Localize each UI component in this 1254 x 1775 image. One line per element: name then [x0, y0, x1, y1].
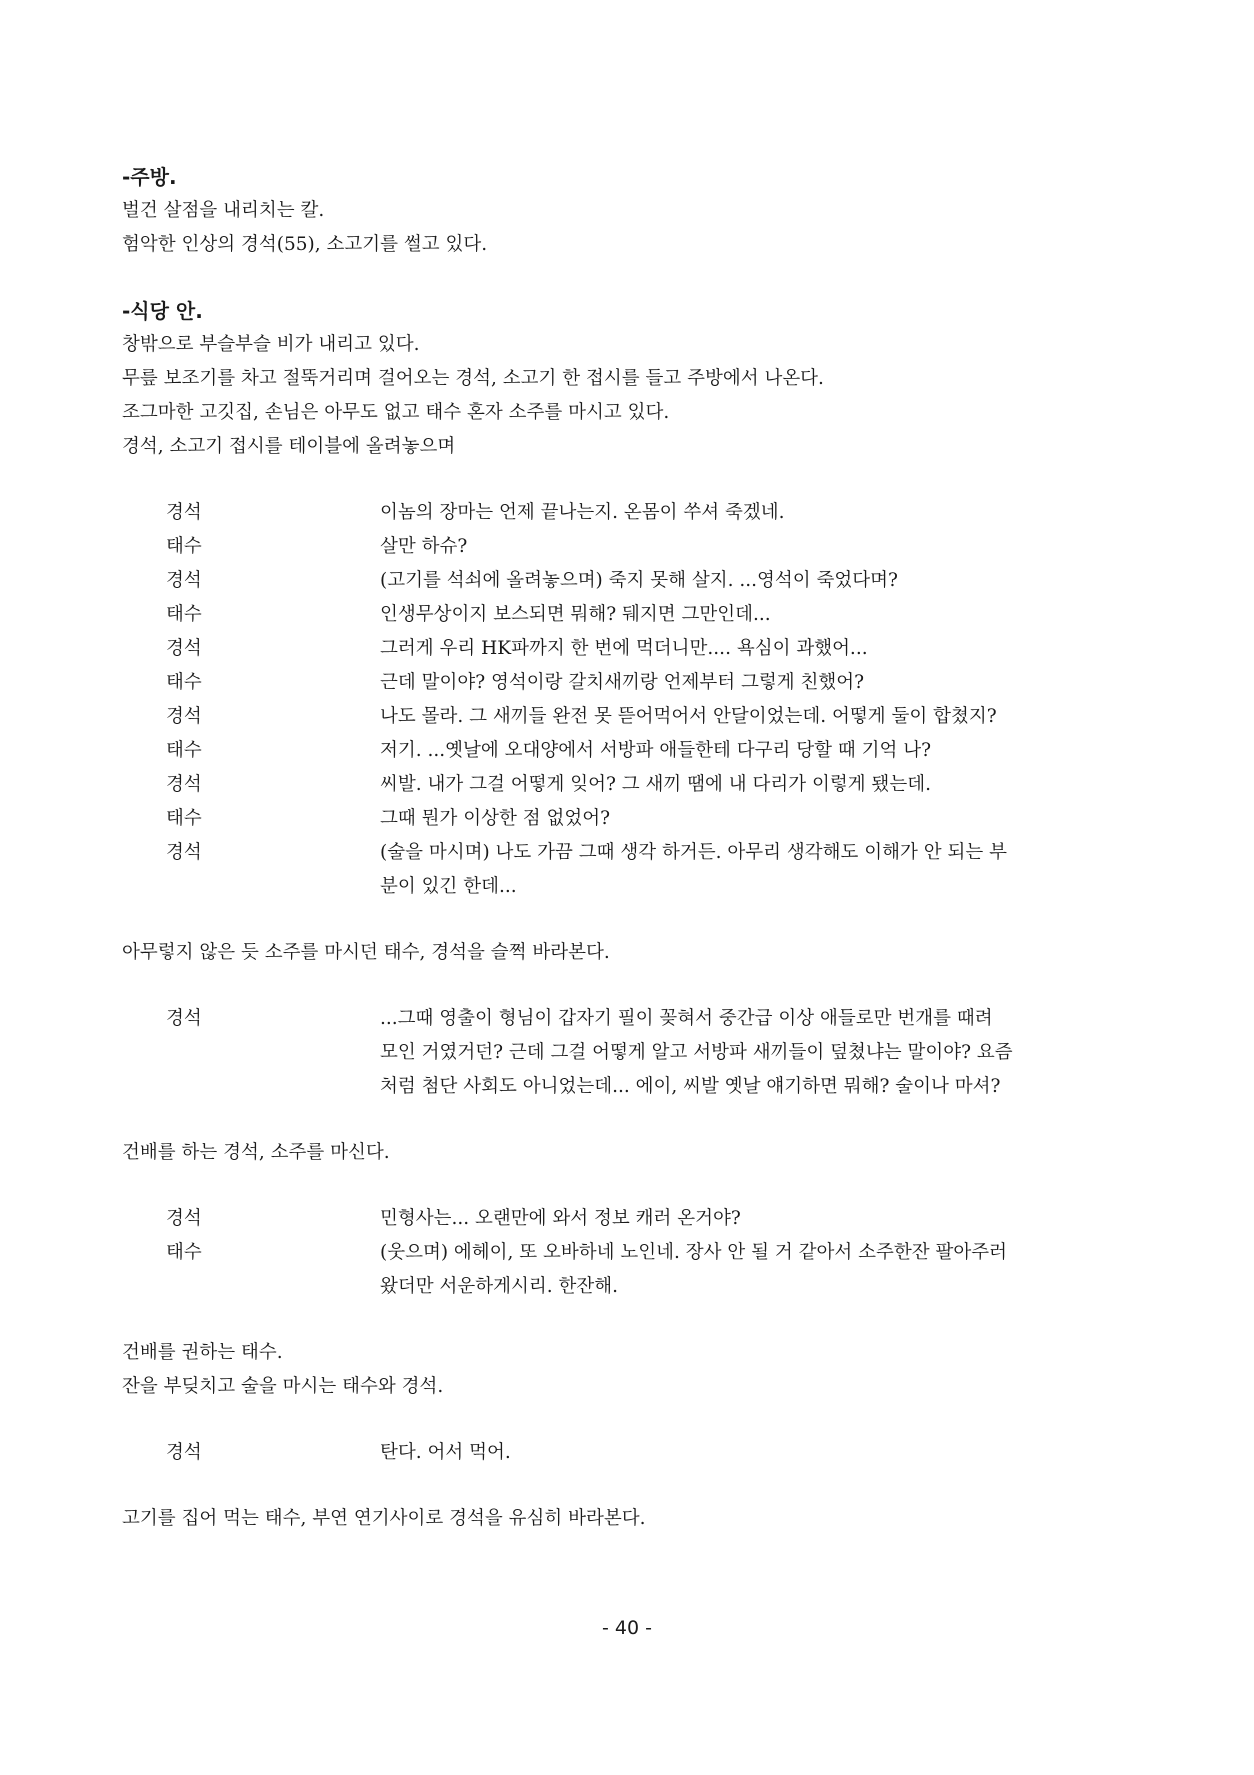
script-page — [122, 160, 1142, 1568]
dialogue-line — [122, 1436, 1142, 1470]
speaker-name: 태수 — [166, 536, 202, 557]
speech-text: ...그때 영출이 형님이 갑자기 필이 꽂혀서 중간급 이상 애들로만 번개를 때려 — [380, 1008, 993, 1029]
page-number: - 40 - — [602, 1617, 652, 1639]
action-line: 벌건 살점을 내리치는 칼. — [122, 200, 325, 221]
speech-text: 탄다. 어서 먹어. — [380, 1442, 511, 1463]
scene-heading: -식당 안. — [122, 299, 203, 323]
scene-kitchen — [122, 160, 1142, 262]
speaker-name — [122, 1270, 380, 1304]
speech-text: 이놈의 장마는 언제 끝나는지. 온몸이 쑤셔 죽겠네. — [380, 502, 785, 523]
speaker-name: 태수 — [166, 740, 202, 761]
speech-text: 씨발. 내가 그걸 어떻게 잊어? 그 새끼 땜에 내 다리가 이렇게 됐는데. — [380, 774, 932, 795]
dialogue-line — [122, 1036, 1142, 1070]
speaker-name: 태수 — [166, 604, 202, 625]
dialogue-block-3 — [122, 1202, 1142, 1304]
speech-text: 그때 뭔가 이상한 점 없었어? — [380, 808, 611, 829]
dialogue-line — [122, 1070, 1142, 1104]
dialogue-line — [122, 530, 1142, 564]
dialogue-line — [122, 1236, 1142, 1270]
speaker-name: 경석 — [166, 774, 202, 795]
speech-text: 민형사는... 오랜만에 와서 정보 캐러 온거야? — [380, 1208, 741, 1229]
speech-text: 왔더만 서운하게시리. 한잔해. — [380, 1276, 618, 1297]
speaker-name: 태수 — [166, 808, 202, 829]
action-block — [122, 936, 1142, 970]
action-line: 험악한 인상의 경석(55), 소고기를 썰고 있다. — [122, 234, 488, 255]
action-block — [122, 1502, 1142, 1536]
speech-text: 처럼 첨단 사회도 아니었는데... 에이, 씨발 옛날 얘기하면 뭐해? 술이나 마셔? — [380, 1076, 1001, 1097]
speaker-name: 경석 — [166, 1008, 202, 1029]
action-line: 경석, 소고기 접시를 테이블에 올려놓으며 — [122, 436, 456, 457]
dialogue-line — [122, 836, 1142, 870]
speech-text: 그러게 우리 HK파까지 한 번에 먹더니만.... 욕심이 과했어... — [380, 638, 868, 659]
dialogue-line — [122, 802, 1142, 836]
action-line: 건배를 하는 경석, 소주를 마신다. — [122, 1142, 390, 1163]
speech-text: 나도 몰라. 그 새끼들 완전 못 뜯어먹어서 안달이었는데. 어떻게 둘이 합쳤지? — [380, 706, 997, 727]
speaker-name: 경석 — [166, 1442, 202, 1463]
dialogue-line — [122, 1002, 1142, 1036]
scene-restaurant — [122, 294, 1142, 464]
speech-text: (술을 마시며) 나도 가끔 그때 생각 하거든. 아무리 생각해도 이해가 안 되는 부 — [380, 842, 1008, 863]
action-line: 건배를 권하는 태수. — [122, 1342, 283, 1363]
dialogue-block-4 — [122, 1436, 1142, 1470]
dialogue-block-2 — [122, 1002, 1142, 1104]
dialogue-line — [122, 632, 1142, 666]
speaker-name: 경석 — [166, 842, 202, 863]
dialogue-line — [122, 496, 1142, 530]
speaker-name: 경석 — [166, 638, 202, 659]
speech-text: 저기. ...옛날에 오대양에서 서방파 애들한테 다구리 당할 때 기억 나? — [380, 740, 932, 761]
speaker-name: 태수 — [166, 672, 202, 693]
dialogue-line — [122, 870, 1142, 904]
speech-text: 살만 하슈? — [380, 536, 468, 557]
speech-text: 인생무상이지 보스되면 뭐해? 뒈지면 그만인데... — [380, 604, 771, 625]
speech-text: 근데 말이야? 영석이랑 갈치새끼랑 언제부터 그렇게 친했어? — [380, 672, 865, 693]
dialogue-line — [122, 564, 1142, 598]
dialogue-line — [122, 768, 1142, 802]
dialogue-block-1 — [122, 496, 1142, 904]
speech-text: (웃으며) 에헤이, 또 오바하네 노인네. 장사 안 될 거 같아서 소주한잔 팔아주러 — [380, 1242, 1008, 1263]
action-line: 조그마한 고깃집, 손님은 아무도 없고 태수 혼자 소주를 마시고 있다. — [122, 402, 670, 423]
dialogue-line — [122, 700, 1142, 734]
action-block — [122, 1136, 1142, 1170]
action-block — [122, 1336, 1142, 1404]
action-line: 고기를 집어 먹는 태수, 부연 연기사이로 경석을 유심히 바라본다. — [122, 1508, 646, 1529]
speaker-name: 경석 — [166, 502, 202, 523]
dialogue-line — [122, 1202, 1142, 1236]
speaker-name — [122, 1036, 380, 1070]
speaker-name: 경석 — [166, 1208, 202, 1229]
speaker-name — [122, 1070, 380, 1104]
action-line: 창밖으로 부슬부슬 비가 내리고 있다. — [122, 334, 420, 355]
speech-text: 분이 있긴 한데... — [380, 876, 517, 897]
speaker-name — [122, 870, 380, 904]
dialogue-line — [122, 1270, 1142, 1304]
speaker-name: 태수 — [166, 1242, 202, 1263]
dialogue-line — [122, 598, 1142, 632]
action-line: 아무렇지 않은 듯 소주를 마시던 태수, 경석을 슬쩍 바라본다. — [122, 942, 610, 963]
speaker-name: 경석 — [166, 570, 202, 591]
action-line: 잔을 부딪치고 술을 마시는 태수와 경석. — [122, 1376, 444, 1397]
speech-text: 모인 거였거던? 근데 그걸 어떻게 알고 서방파 새끼들이 덮쳤냐는 말이야? 요즘 — [380, 1042, 1013, 1063]
dialogue-line — [122, 734, 1142, 768]
action-line: 무릎 보조기를 차고 절뚝거리며 걸어오는 경석, 소고기 한 접시를 들고 주방에서 나온다. — [122, 368, 824, 389]
speaker-name: 경석 — [166, 706, 202, 727]
scene-heading: -주방. — [122, 165, 177, 189]
speech-text: (고기를 석쇠에 올려놓으며) 죽지 못해 살지. ...영석이 죽었다며? — [380, 570, 898, 591]
dialogue-line — [122, 666, 1142, 700]
